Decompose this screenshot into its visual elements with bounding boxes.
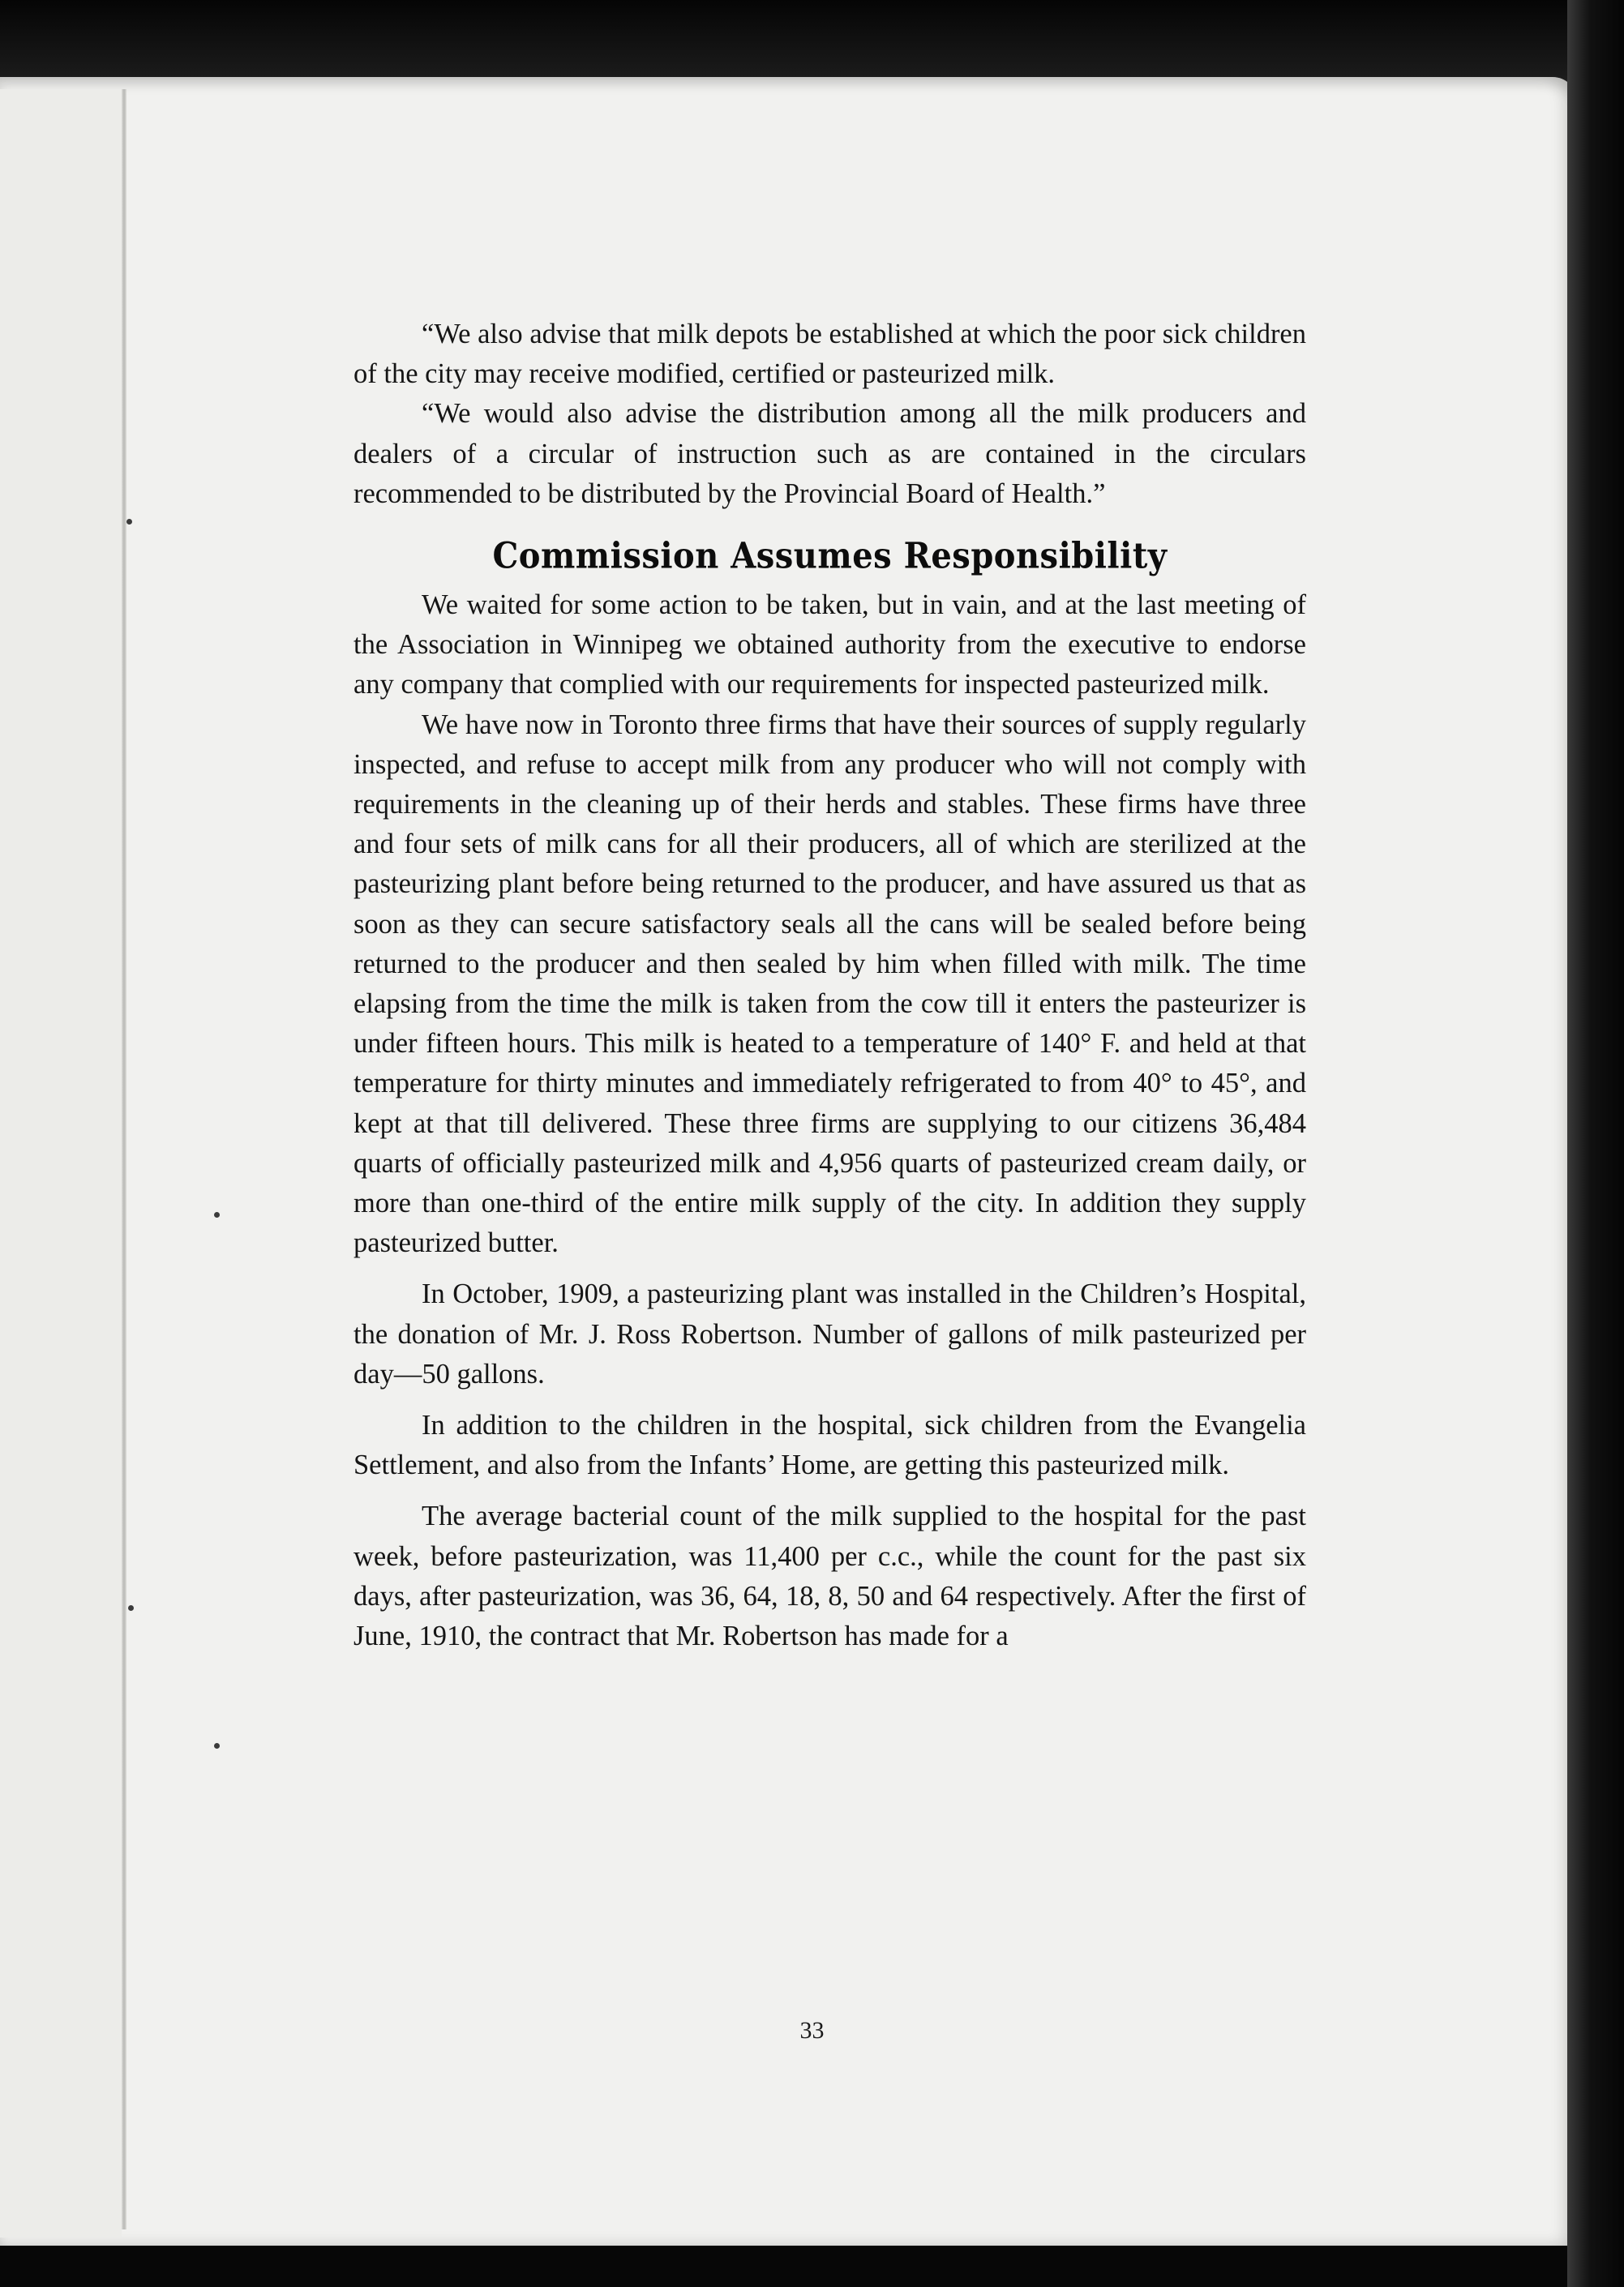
margin-speck <box>128 1605 134 1611</box>
margin-speck <box>214 1212 220 1218</box>
body-paragraph-4: In addition to the children in the hospital, sick children from the Evangelia Settlement, and also from the Infants’ Home, are getting this pasteurized milk. <box>354 1410 1306 1481</box>
body-paragraph-3: In October, 1909, a pasteurizing plant was installed in the Children’s Hospital, the donation of Mr. J. Ross Robertson. Number of gallons of milk pasteurized per day—50 gallons. <box>354 1278 1306 1390</box>
page-text <box>354 315 1306 1656</box>
margin-speck <box>214 1743 220 1749</box>
section-heading: Commission Assumes Responsibility <box>492 534 1168 577</box>
body-paragraph-5: The average bacterial count of the milk supplied to the hospital for the past week, before pasteurization, was 11,400 per c.c., while the count for the past six days, after pasteurization, was 36, 64, 18, 8, 50 and 64 respectively. After the first of June, 1910, the contract that Mr. Robertson has made for a <box>354 1501 1306 1652</box>
scan-border-right <box>1567 0 1624 2287</box>
margin-speck <box>126 519 132 525</box>
page-number: 33 <box>799 2017 825 2044</box>
page-gutter <box>122 89 126 2229</box>
body-paragraph-1: We waited for some action to be taken, but in vain, and at the last meeting of the Association in Winnipeg we obtained authority from the executive to endorse any company that complied with our requirements for inspected pasteurized milk. <box>354 589 1306 700</box>
body-paragraph-2: We have now in Toronto three firms that have their sources of supply regularly inspected, and refuse to accept milk from any producer who will not comply with requirements in the cleaning up of their herds and stables. These firms have three and four sets of milk cans for all their producers, all of which are sterilized at the pasteurizing plant before being returned to the producer, and have assured us that as soon as they can secure satisfactory seals all the cans will be sealed before being returned to the producer and then sealed by him when filled with milk. The time elapsing from the time the milk is taken from the cow till it enters the pasteurizer is under fifteen hours. This milk is heated to a temperature of 140° F. and held at that temperature for thirty minutes and immediately refrigerated to from 40° to 45°, and kept at that till delivered. These three firms are supplying to our citizens 36,484 quarts of officially pasteurized milk and 4,956 quarts of pasteurized cream daily, or more than one-third of the entire milk supply of the city. In addition they supply pasteurized butter. <box>354 709 1306 1259</box>
quote-paragraph-1: “We also advise that milk depots be established at which the poor sick children of the city may receive modified, certified or pasteurized milk. <box>354 319 1306 390</box>
scan-border-bottom <box>0 2238 1624 2287</box>
facing-page-edge <box>0 89 122 2238</box>
quote-paragraph-2: “We would also advise the distribution among all the milk producers and dealers of a circular of instruction such as are contained in the circulars recommended to be distributed by the Provincial Board of Health.” <box>354 398 1306 509</box>
